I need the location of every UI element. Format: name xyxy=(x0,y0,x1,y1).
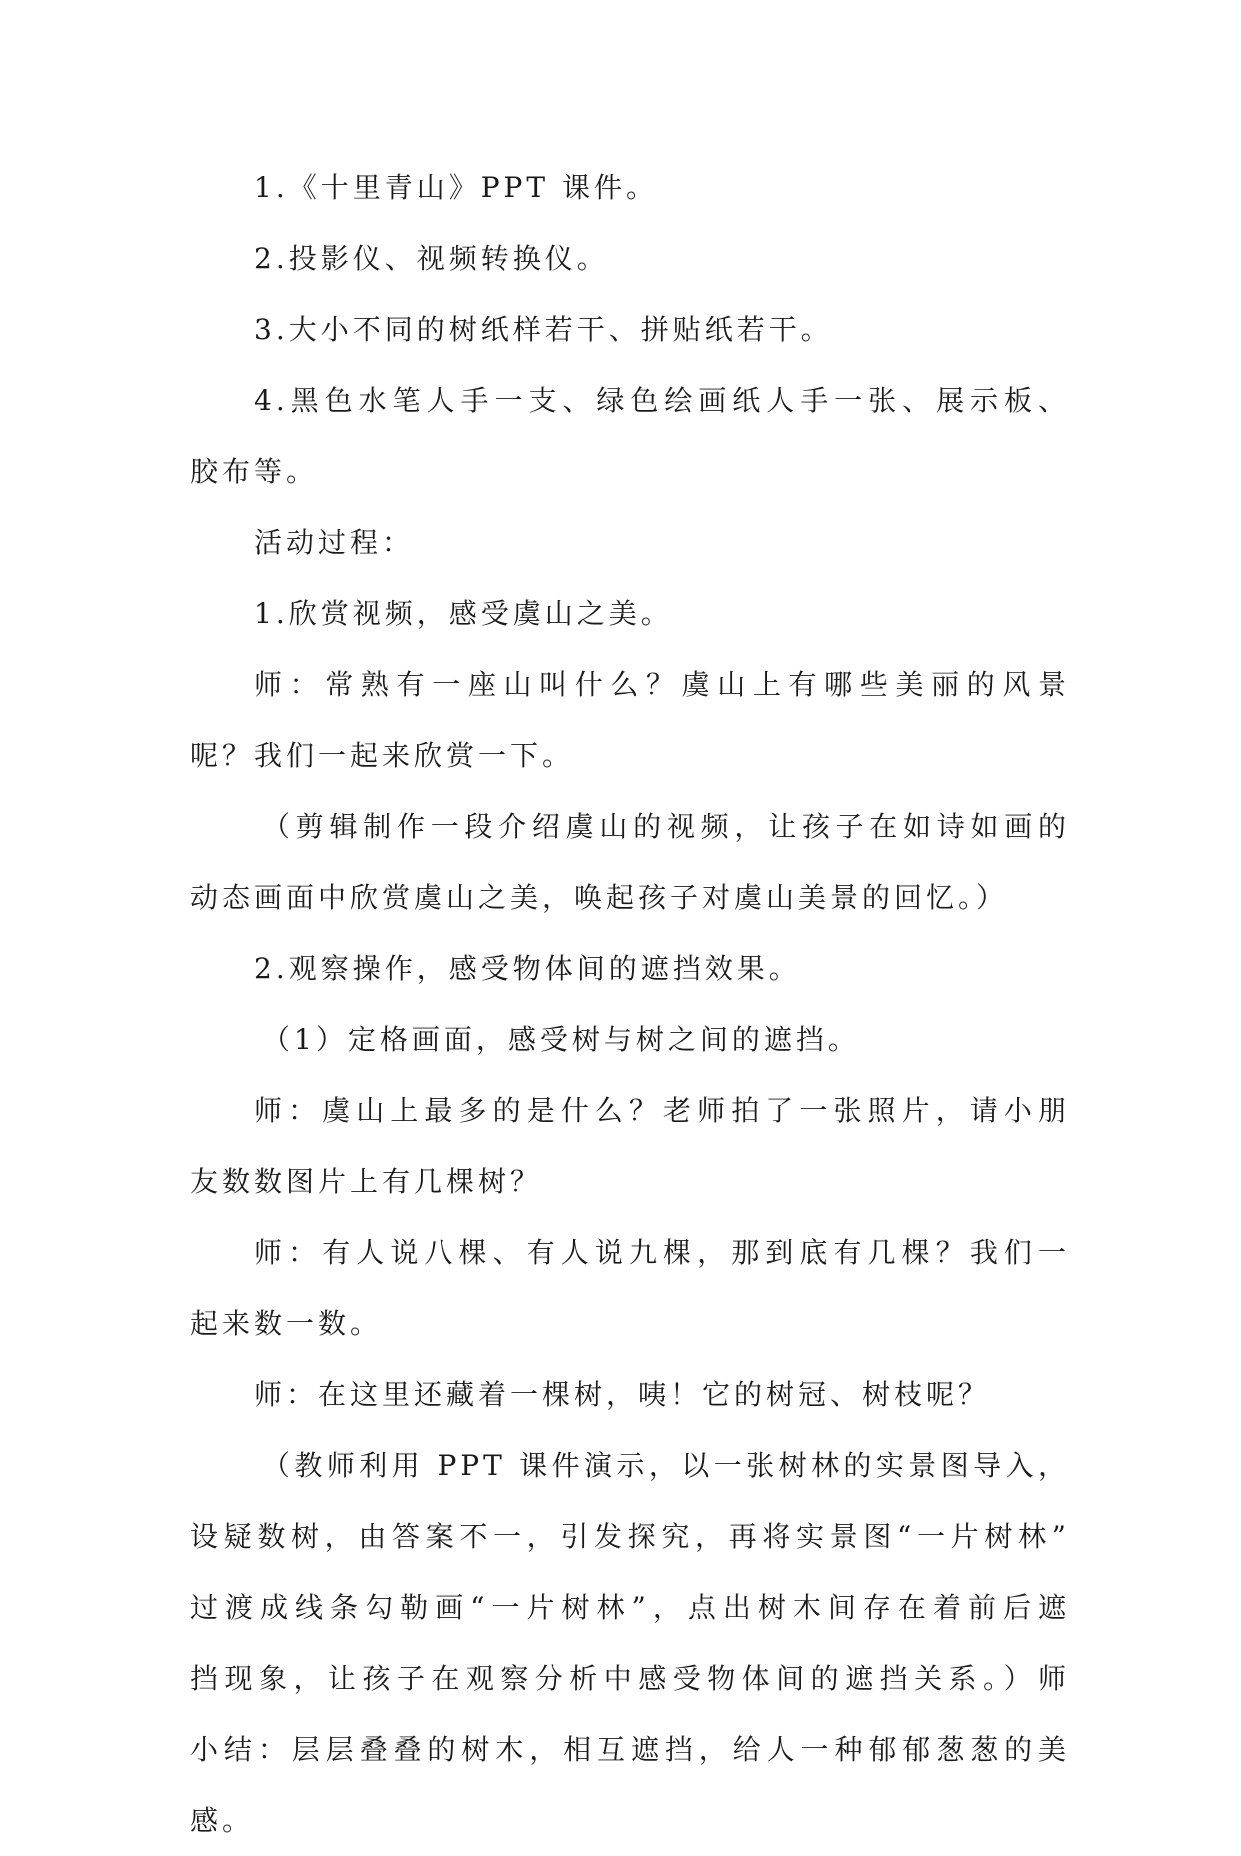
text-line: 4.黑色水笔人手一支、绿色绘画纸人手一张、展示板、 xyxy=(254,384,1070,417)
text-line: 动态画面中欣赏虞山之美，唤起孩子对虞山美景的回忆。） xyxy=(190,881,1009,914)
text-line: 活动过程： xyxy=(254,526,415,559)
text-line: （教师利用 PPT 课件演示，以一张树林的实景图导入， xyxy=(262,1449,1070,1482)
text-line: 友数数图片上有几棵树？ xyxy=(190,1165,543,1198)
text-line: 师：在这里还藏着一棵树，咦！它的树冠、树枝呢？ xyxy=(254,1378,991,1411)
text-line: 2.投影仪、视频转换仪。 xyxy=(254,242,609,275)
text-line: 胶布等。 xyxy=(190,455,319,488)
text-line: 1.《十里青山》PPT 课件。 xyxy=(254,171,658,204)
text-line: 2.观察操作，感受物体间的遮挡效果。 xyxy=(254,952,801,985)
document-page xyxy=(190,152,1070,1856)
text-line: （1）定格画面，感受树与树之间的遮挡。 xyxy=(262,1023,860,1056)
text-line: 起来数一数。 xyxy=(190,1307,383,1340)
text-line: 师：虞山上最多的是什么？老师拍了一张照片，请小朋 xyxy=(254,1094,1070,1127)
text-line: 呢？我们一起来欣赏一下。 xyxy=(190,739,575,772)
text-line: 1.欣赏视频，感受虞山之美。 xyxy=(254,597,673,630)
text-line: 设疑数树，由答案不一，引发探究，再将实景图“一片树林” xyxy=(190,1520,1070,1553)
text-line: 3.大小不同的树纸样若干、拼贴纸若干。 xyxy=(254,313,833,346)
text-line: 师：有人说八棵、有人说九棵，那到底有几棵？我们一 xyxy=(254,1236,1070,1269)
text-line: 师：常熟有一座山叫什么？虞山上有哪些美丽的风景 xyxy=(254,668,1070,701)
text-line: 感。 xyxy=(190,1804,255,1837)
text-line: 挡现象，让孩子在观察分析中感受物体间的遮挡关系。）师 xyxy=(190,1662,1070,1695)
text-line: （剪辑制作一段介绍虞山的视频，让孩子在如诗如画的 xyxy=(262,810,1070,843)
text-line: 过渡成线条勾勒画“一片树林”，点出树木间存在着前后遮 xyxy=(190,1591,1070,1624)
text-line: 小结：层层叠叠的树木，相互遮挡，给人一种郁郁葱葱的美 xyxy=(190,1733,1070,1766)
